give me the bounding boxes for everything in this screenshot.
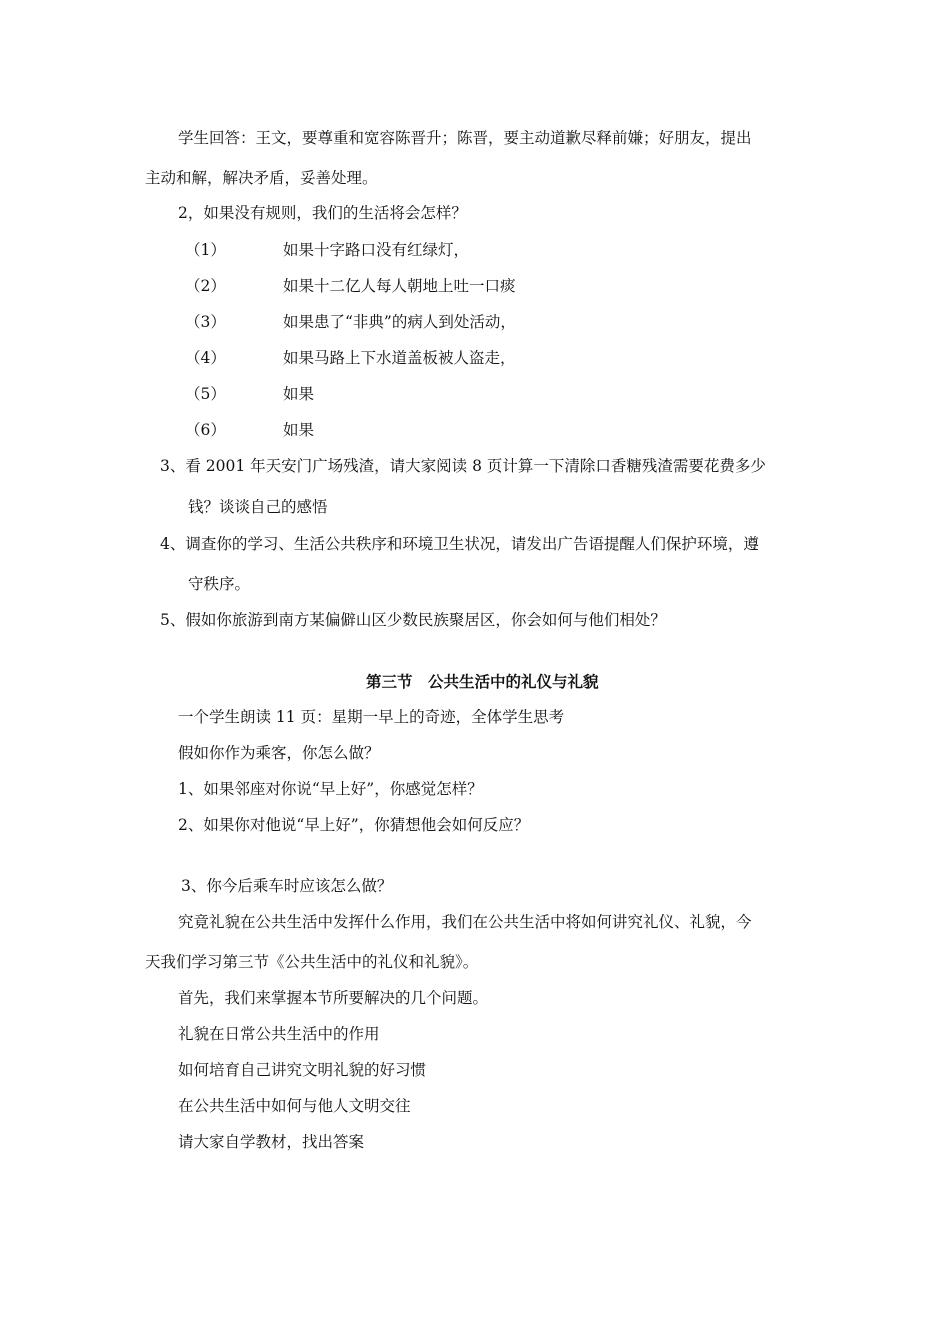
paragraph-line-1: 究竟礼貌在公共生活中发挥什么作用，我们在公共生活中将如何讲究礼仪、礼貌，今 <box>178 913 752 931</box>
intro-line-2: 假如你作为乘客，你怎么做？ <box>178 744 380 762</box>
scenario-question-3: 3、你今后乘车时应该怎么做？ <box>181 877 393 895</box>
scenario-question-1: 1、如果邻座对你说“早上好”，你感觉怎样？ <box>178 780 483 798</box>
section-title: 第三节 公共生活中的礼仪与礼貌 <box>366 672 599 691</box>
item-text: 如果 <box>283 421 315 439</box>
item-number: （4） <box>185 349 226 367</box>
question-4-line-2: 守秩序。 <box>188 575 251 593</box>
issue-1: 礼貌在日常公共生活中的作用 <box>178 1025 380 1043</box>
item-text: 如果马路上下水道盖板被人盗走， <box>283 349 516 367</box>
question-4-line-1: 4、调查你的学习、生活公共秩序和环境卫生状况，请发出广告语提醒人们保护环境，遵 <box>160 535 759 553</box>
paragraph-line-2: 天我们学习第三节《公共生活中的礼仪和礼貌》。 <box>145 953 479 971</box>
student-answer-line-2: 主动和解，解决矛盾，妥善处理。 <box>145 169 378 187</box>
question-3-line-1: 3、看 2001 年天安门广场残渣，请大家阅读 8 页计算一下清除口香糖残渣需要花费多少 <box>160 457 766 475</box>
item-text: 如果十二亿人每人朝地上吐一口痰 <box>283 277 516 295</box>
item-number: （1） <box>185 241 226 259</box>
intro-line-1: 一个学生朗读 11 页：星期一早上的奇迹，全体学生思考 <box>178 708 565 726</box>
closing-line: 请大家自学教材，找出答案 <box>178 1133 365 1151</box>
item-number: （5） <box>185 385 226 403</box>
item-text: 如果十字路口没有红绿灯， <box>283 241 470 259</box>
item-number: （2） <box>185 277 226 295</box>
item-number: （3） <box>185 313 226 331</box>
student-answer-line-1: 学生回答：王文，要尊重和宽容陈晋升；陈晋，要主动道歉尽释前嫌；好朋友，提出 <box>178 129 752 147</box>
issue-3: 在公共生活中如何与他人文明交往 <box>178 1097 411 1115</box>
question-2: 2，如果没有规则，我们的生活将会怎样？ <box>178 204 467 222</box>
item-text: 如果患了“非典”的病人到处活动， <box>283 313 516 331</box>
issue-2: 如何培育自己讲究文明礼貌的好习惯 <box>178 1061 427 1079</box>
paragraph-2: 首先，我们来掌握本节所要解决的几个问题。 <box>178 989 489 1007</box>
item-text: 如果 <box>283 385 315 403</box>
question-3-line-2: 钱？谈谈自己的感悟 <box>188 498 328 516</box>
scenario-question-2: 2、如果你对他说“早上好”，你猜想他会如何反应？ <box>178 816 530 834</box>
question-5: 5、假如你旅游到南方某偏僻山区少数民族聚居区，你会如何与他们相处？ <box>160 611 666 629</box>
item-number: （6） <box>185 421 226 439</box>
